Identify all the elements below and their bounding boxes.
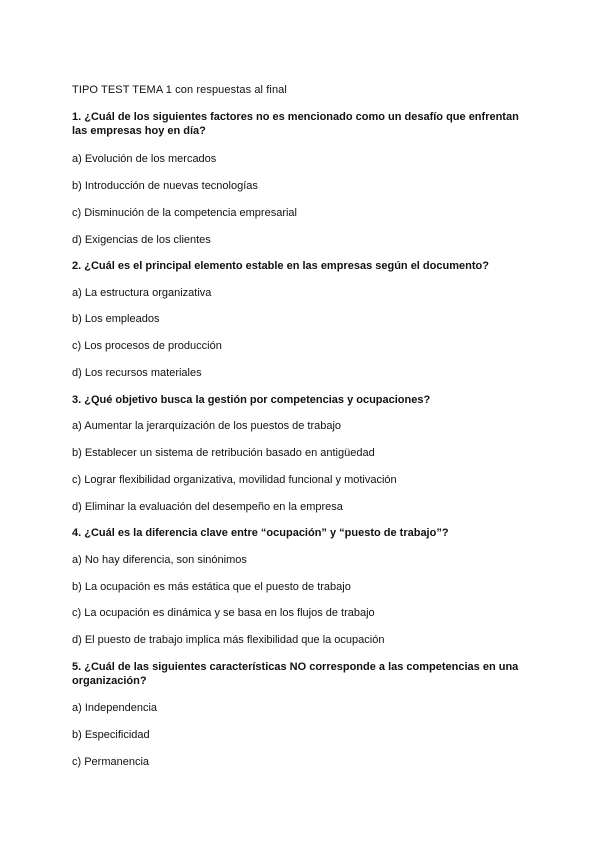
- question-2-option-c: c) Los procesos de producción: [72, 340, 222, 352]
- question-4-option-a: a) No hay diferencia, son sinónimos: [72, 554, 247, 566]
- question-4: 4. ¿Cuál es la diferencia clave entre “ocupación” y “puesto de trabajo”?: [72, 527, 449, 539]
- question-5: 5. ¿Cuál de las siguientes características NO corresponde a las competencias en una organización?: [72, 661, 519, 687]
- question-3-option-b: b) Establecer un sistema de retribución basado en antigüedad: [72, 447, 375, 459]
- question-1-option-d: d) Exigencias de los clientes: [72, 234, 211, 246]
- question-3-option-c: c) Lograr flexibilidad organizativa, movilidad funcional y motivación: [72, 474, 397, 486]
- question-5-option-b: b) Especificidad: [72, 729, 150, 741]
- question-2-option-d: d) Los recursos materiales: [72, 367, 202, 379]
- question-4-option-c: c) La ocupación es dinámica y se basa en los flujos de trabajo: [72, 607, 375, 619]
- question-1-option-a: a) Evolución de los mercados: [72, 153, 217, 165]
- question-3: 3. ¿Qué objetivo busca la gestión por competencias y ocupaciones?: [72, 394, 431, 406]
- question-1-option-b: b) Introducción de nuevas tecnologías: [72, 180, 258, 192]
- question-3-option-a: a) Aumentar la jerarquización de los puestos de trabajo: [72, 420, 342, 432]
- question-5-option-c: c) Permanencia: [72, 756, 150, 768]
- question-1-option-c: c) Disminución de la competencia empresarial: [72, 207, 297, 219]
- question-4-option-d: d) El puesto de trabajo implica más flexibilidad que la ocupación: [72, 634, 385, 646]
- question-2: 2. ¿Cuál es el principal elemento estable en las empresas según el documento?: [72, 260, 489, 272]
- question-5-option-a: a) Independencia: [72, 702, 158, 714]
- document-title: TIPO TEST TEMA 1 con respuestas al final: [72, 84, 287, 96]
- question-4-option-b: b) La ocupación es más estática que el puesto de trabajo: [72, 581, 351, 593]
- question-2-option-b: b) Los empleados: [72, 313, 160, 325]
- question-3-option-d: d) Eliminar la evaluación del desempeño en la empresa: [72, 501, 343, 513]
- question-2-option-a: a) La estructura organizativa: [72, 287, 212, 299]
- question-1: 1. ¿Cuál de los siguientes factores no es mencionado como un desafío que enfrentan las empresas hoy en día?: [72, 111, 519, 137]
